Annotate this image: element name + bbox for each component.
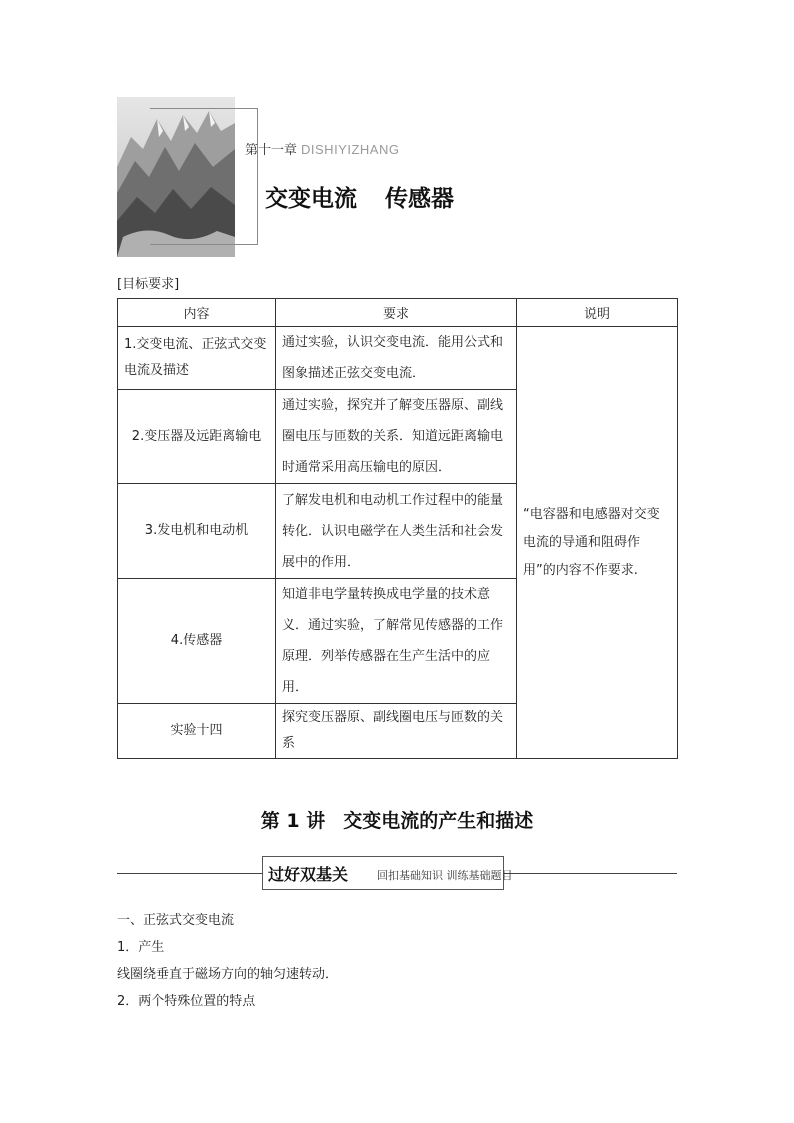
- item-heading: 1．产生: [117, 940, 165, 955]
- row-requirement: 通过实验，探究并了解变压器原、副线圈电压与匝数的关系．知道远距离输电时通常采用高压输电的原因．: [276, 390, 517, 484]
- lesson-title: 第 1 讲 交变电流的产生和描述: [260, 810, 534, 832]
- paragraph: 线圈绕垂直于磁场方向的轴匀速转动．: [117, 967, 339, 982]
- note-cell: “电容器和电感器对交变电流的导通和阻碍作用”的内容不作要求.: [517, 327, 678, 759]
- chapter-label: 第十一章 DISHIYIZHANG: [245, 142, 400, 158]
- table-row: [118, 327, 678, 390]
- row-content: 1.交变电流、正弦式交变电流及描述: [118, 327, 276, 390]
- row-content: 2.变压器及远距离输电: [118, 390, 276, 484]
- row-requirement: 探究变压器原、副线圈电压与匝数的关系: [276, 704, 517, 759]
- item-heading: 2．两个特殊位置的特点: [117, 994, 256, 1009]
- banner-subtitle: 回扣基础知识 训练基础题目: [377, 869, 513, 882]
- banner-rule-right: [504, 873, 677, 874]
- banner-rule-left: [117, 873, 262, 874]
- chapter-pinyin: DISHIYIZHANG: [301, 142, 400, 157]
- row-requirement: 通过实验，认识交变电流．能用公式和图象描述正弦交变电流．: [276, 327, 517, 390]
- objectives-label: [目标要求]: [117, 277, 180, 292]
- requirements-table: [117, 298, 678, 759]
- header-note: 说明: [517, 299, 678, 327]
- chapter-title: 交变电流 传感器: [265, 186, 454, 212]
- header-requirement: 要求: [276, 299, 517, 327]
- row-content: 3.发电机和电动机: [118, 484, 276, 579]
- row-content: 实验十四: [118, 704, 276, 759]
- cover-frame: [150, 108, 258, 245]
- banner-title: 过好双基关: [268, 865, 349, 884]
- table-header-row: [118, 299, 678, 327]
- row-content: 4.传感器: [118, 579, 276, 704]
- row-requirement: 了解发电机和电动机工作过程中的能量转化．认识电磁学在人类生活和社会发展中的作用．: [276, 484, 517, 579]
- section-heading: 一、正弦式交变电流: [117, 913, 235, 928]
- header-content: 内容: [118, 299, 276, 327]
- row-requirement: 知道非电学量转换成电学量的技术意义．通过实验，了解常见传感器的工作原理．列举传感器在生产生活中的应用．: [276, 579, 517, 704]
